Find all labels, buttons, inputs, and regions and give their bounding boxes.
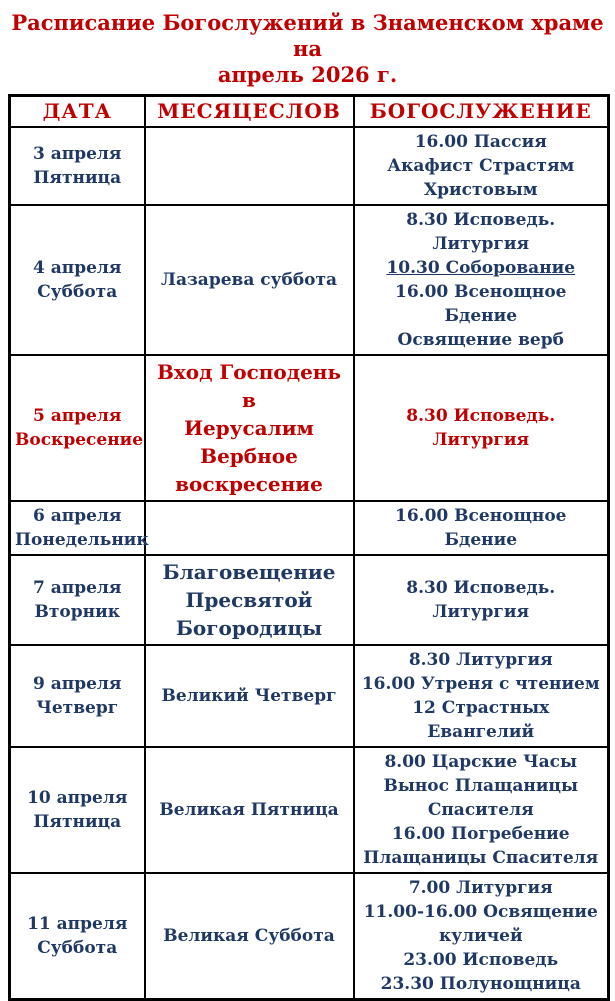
text-line: воскресение bbox=[175, 471, 323, 496]
table-row bbox=[10, 501, 609, 555]
text-line: 7.00 Литургия bbox=[408, 877, 553, 898]
text-line: 16.00 Всенощное Бдение bbox=[395, 281, 567, 326]
table-row bbox=[10, 747, 609, 873]
services-cell bbox=[354, 127, 609, 205]
menologion-cell bbox=[145, 355, 354, 501]
page-title-line-1: Расписание Богослужений в Знаменском храме на bbox=[11, 10, 604, 61]
date-cell bbox=[10, 205, 145, 355]
table-row bbox=[10, 645, 609, 747]
text-line: Великий Четверг bbox=[161, 685, 337, 706]
table-row bbox=[10, 873, 609, 1000]
text-line: Плащаницы Спасителя bbox=[363, 847, 599, 868]
menologion-cell bbox=[145, 747, 354, 873]
menologion-cell bbox=[145, 555, 354, 645]
text-line: Благовещение bbox=[162, 559, 336, 584]
text-line: 11 апреля bbox=[27, 913, 128, 934]
text-line: Пятница bbox=[33, 811, 122, 832]
schedule-table bbox=[8, 94, 610, 1001]
menologion-cell bbox=[145, 205, 354, 355]
text-line: Освящение верб bbox=[397, 329, 564, 350]
text-line: 16.00 Погребение bbox=[391, 823, 570, 844]
text-line: Акафист Страстям bbox=[387, 155, 575, 176]
header-row bbox=[10, 96, 609, 127]
text-line: куличей bbox=[438, 925, 523, 946]
text-line: 3 апреля bbox=[33, 143, 122, 164]
text-line: 7 апреля bbox=[33, 577, 122, 598]
text-line: Великая Пятница bbox=[159, 799, 339, 820]
menologion-cell bbox=[145, 501, 354, 555]
services-cell bbox=[354, 747, 609, 873]
text-line: Вербное bbox=[200, 443, 298, 468]
text-line: Понедельник bbox=[15, 529, 149, 550]
text-line: Великая Суббота bbox=[163, 925, 335, 946]
text-line: 5 апреля bbox=[33, 405, 122, 426]
text-line: 9 апреля bbox=[33, 673, 122, 694]
header-services: БОГОСЛУЖЕНИЕ bbox=[354, 96, 609, 127]
text-line: Вторник bbox=[34, 601, 120, 622]
services-cell bbox=[354, 355, 609, 501]
services-cell bbox=[354, 205, 609, 355]
text-line: Четверг bbox=[36, 697, 119, 718]
services-cell bbox=[354, 873, 609, 1000]
text-line: 23.00 Исповедь bbox=[403, 949, 559, 970]
date-cell bbox=[10, 873, 145, 1000]
date-cell bbox=[10, 355, 145, 501]
text-line: Воскресение bbox=[15, 429, 144, 450]
services-cell bbox=[354, 501, 609, 555]
text-line: 8.30 Исповедь. Литургия bbox=[406, 209, 556, 254]
text-line: 8.30 Литургия bbox=[408, 649, 553, 670]
text-line: Вынос Плащаницы bbox=[383, 775, 579, 796]
date-cell bbox=[10, 747, 145, 873]
text-line: Пресвятой bbox=[185, 587, 313, 612]
text-line: Христовым bbox=[423, 179, 538, 200]
text-line: 8.00 Царские Часы bbox=[384, 751, 578, 772]
text-line: 8.30 Исповедь. Литургия bbox=[406, 577, 556, 622]
text-line: 8.30 Исповедь. Литургия bbox=[406, 405, 556, 450]
date-cell bbox=[10, 645, 145, 747]
table-row bbox=[10, 355, 609, 501]
table-row bbox=[10, 127, 609, 205]
text-line: Пятница bbox=[33, 167, 122, 188]
services-cell bbox=[354, 645, 609, 747]
text-line: 16.00 Утреня с чтением bbox=[361, 673, 600, 694]
services-cell bbox=[354, 555, 609, 645]
text-line: 23.30 Полунощница bbox=[380, 973, 581, 994]
schedule-body bbox=[10, 127, 609, 1000]
text-line: Суббота bbox=[37, 281, 118, 302]
date-cell bbox=[10, 555, 145, 645]
text-line: Спасителя bbox=[427, 799, 534, 820]
menologion-cell bbox=[145, 645, 354, 747]
header-menologion: МЕСЯЦЕСЛОВ bbox=[145, 96, 354, 127]
text-line: 10 апреля bbox=[27, 787, 128, 808]
text-line: Богородицы bbox=[175, 615, 323, 640]
header-date: ДАТА bbox=[10, 96, 145, 127]
menologion-cell bbox=[145, 127, 354, 205]
text-line: 4 апреля bbox=[33, 257, 122, 278]
text-line: Суббота bbox=[37, 937, 118, 958]
text-line: 6 апреля bbox=[33, 505, 122, 526]
text-line: 16.00 Пассия bbox=[414, 131, 547, 152]
text-line: 16.00 Всенощное Бдение bbox=[395, 505, 567, 550]
text-line: 12 Страстных Евангелий bbox=[412, 697, 550, 742]
text-line: Вход Господень в bbox=[156, 359, 342, 412]
page-title bbox=[10, 0, 605, 88]
text-line: Лазарева суббота bbox=[160, 269, 338, 290]
text-line: 10.30 Соборование bbox=[386, 257, 576, 278]
menologion-cell bbox=[145, 873, 354, 1000]
page-title-line-2: апрель 2026 г. bbox=[217, 62, 398, 87]
text-line: Иерусалим bbox=[184, 415, 314, 440]
text-line: 11.00-16.00 Освящение bbox=[363, 901, 598, 922]
table-row bbox=[10, 205, 609, 355]
date-cell bbox=[10, 127, 145, 205]
table-row bbox=[10, 555, 609, 645]
schedule-header bbox=[10, 96, 609, 127]
date-cell bbox=[10, 501, 149, 555]
